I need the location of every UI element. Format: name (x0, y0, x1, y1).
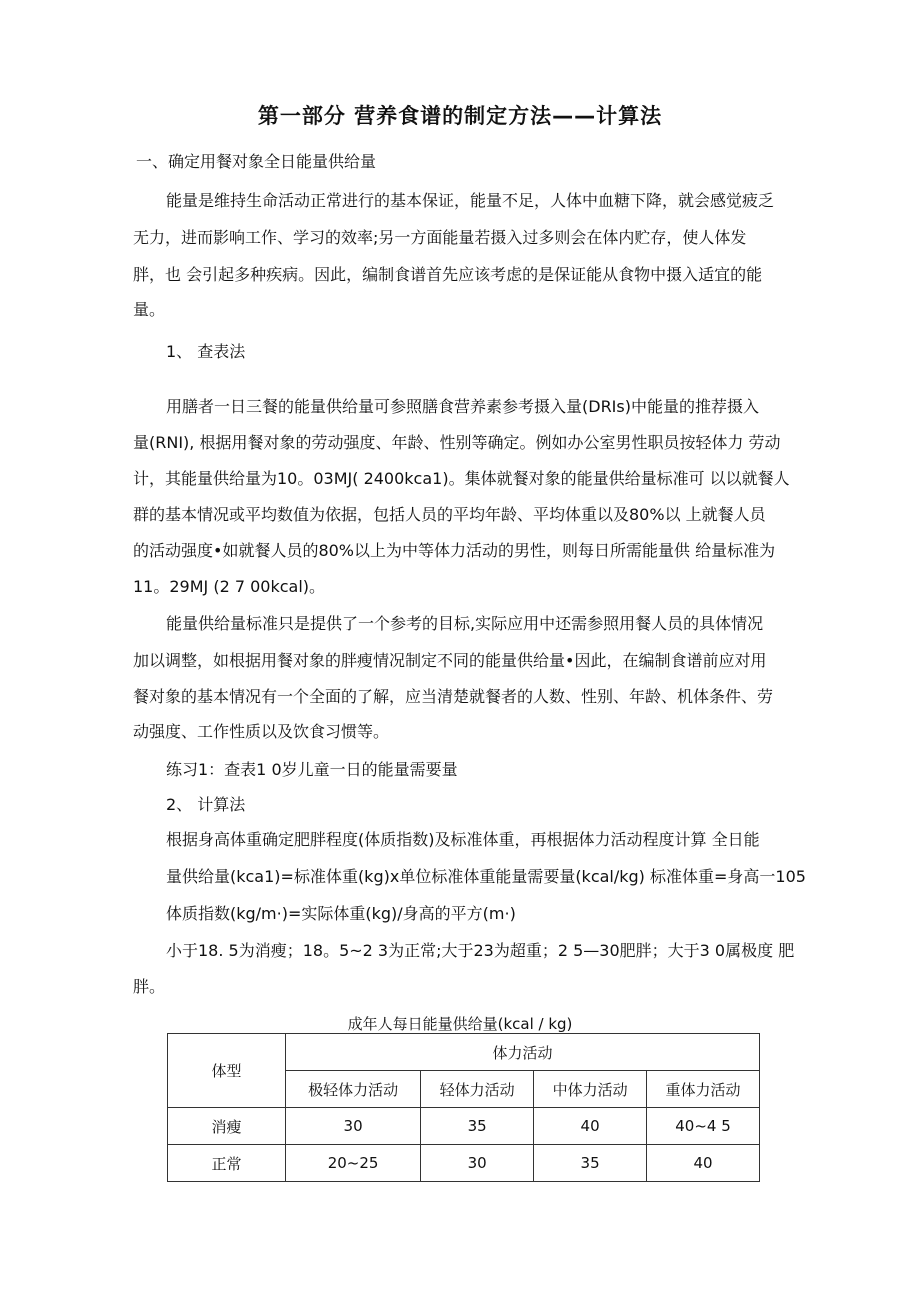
page-title: 第一部分 营养食谱的制定方法——计算法 (257, 104, 663, 128)
table-cell: 35 (421, 1108, 534, 1145)
column-header: 重体力活动 (647, 1071, 760, 1108)
intro-line-2: 无力，进而影响工作、学习的效率;另一方面能量若摄入过多则会在体内贮存，使人体发 (133, 228, 747, 247)
bmi-line-1: 小于18. 5为消瘦；18。5~2 3为正常;大于23为超重；2 5—30肥胖；大于3 0属极度 肥 (166, 941, 795, 960)
table-cell: 30 (421, 1145, 534, 1182)
table-row (168, 1108, 760, 1145)
table-row (168, 1145, 760, 1182)
table-header-row (168, 1034, 760, 1071)
row-header-cell: 体型 (168, 1034, 286, 1108)
method1-line-4: 群的基本情况或平均数值为依据，包括人员的平均年龄、平均体重以及80%以 上就餐人员 (133, 505, 766, 524)
column-header: 轻体力活动 (421, 1071, 534, 1108)
column-header: 中体力活动 (534, 1071, 647, 1108)
adjust-line-4: 动强度、工作性质以及饮食习惯等。 (133, 722, 390, 741)
method1-title: 1、 查表法 (166, 342, 246, 361)
adjust-line-2: 加以调整，如根据用餐对象的胖瘦情况制定不同的能量供给量•因此，在编制食谱前应对用 (133, 651, 767, 670)
table-cell: 35 (534, 1145, 647, 1182)
exercise-line: 练习1：查表1 0岁儿童一日的能量需要量 (166, 760, 458, 779)
table-cell: 40~4 5 (647, 1108, 760, 1145)
adjust-line-1: 能量供给量标准只是提供了一个参考的目标,实际应用中还需参照用餐人员的具体情况 (166, 614, 764, 633)
method2-line-2: 量供给量(kca1)=标准体重(kg)x单位标准体重能量需要量(kcal/kg) 标准体重=身高一105 (166, 867, 806, 886)
method1-line-3: 计，其能量供给量为10。03MJ( 2400kca1)。集体就餐对象的能量供给量标准可 以以就餐人 (133, 469, 790, 488)
table-caption: 成年人每日能量供给量(kcal / kg) (347, 1015, 573, 1033)
energy-table (167, 1033, 760, 1182)
table-cell: 30 (286, 1108, 421, 1145)
bmi-line-2: 胖。 (133, 977, 166, 996)
method1-line-1: 用膳者一日三餐的能量供给量可参照膳食营养素参考摄入量(DRIs)中能量的推荐摄入 (166, 397, 759, 416)
intro-line-3: 胖，也 会引起多种疾病。因此，编制食谱首先应该考虑的是保证能从食物中摄入适宜的能 (133, 265, 763, 284)
intro-line-1: 能量是维持生命活动正常进行的基本保证，能量不足，人体中血糖下降，就会感觉疲乏 (166, 191, 775, 210)
row-label: 正常 (168, 1145, 286, 1182)
method2-line-1: 根据身高体重确定肥胖程度(体质指数)及标准体重，再根据体力活动程度计算 全日能 (166, 830, 760, 849)
method2-line-3: 体质指数(kg/m·)=实际体重(kg)/身高的平方(m·) (166, 904, 516, 923)
table-cell: 40 (534, 1108, 647, 1145)
section-heading: 一、确定用餐对象全日能量供给量 (136, 152, 377, 171)
column-header: 极轻体力活动 (286, 1071, 421, 1108)
intro-line-4: 量。 (133, 300, 166, 319)
row-label: 消瘦 (168, 1108, 286, 1145)
adjust-line-3: 餐对象的基本情况有一个全面的了解，应当清楚就餐者的人数、性别、年龄、机体条件、劳 (133, 687, 774, 706)
method2-title: 2、 计算法 (166, 795, 246, 814)
table-cell: 20~25 (286, 1145, 421, 1182)
method1-line-6: 11。29MJ (2 7 00kcal)。 (133, 577, 326, 596)
method1-line-5: 的活动强度•如就餐人员的80%以上为中等体力活动的男性，则每日所需能量供 给量标准为 (133, 541, 776, 560)
group-header-cell: 体力活动 (286, 1034, 760, 1071)
method1-line-2: 量(RNI), 根据用餐对象的劳动强度、年龄、性别等确定。例如办公室男性职员按轻体力 劳动 (133, 433, 781, 452)
table-cell: 40 (647, 1145, 760, 1182)
